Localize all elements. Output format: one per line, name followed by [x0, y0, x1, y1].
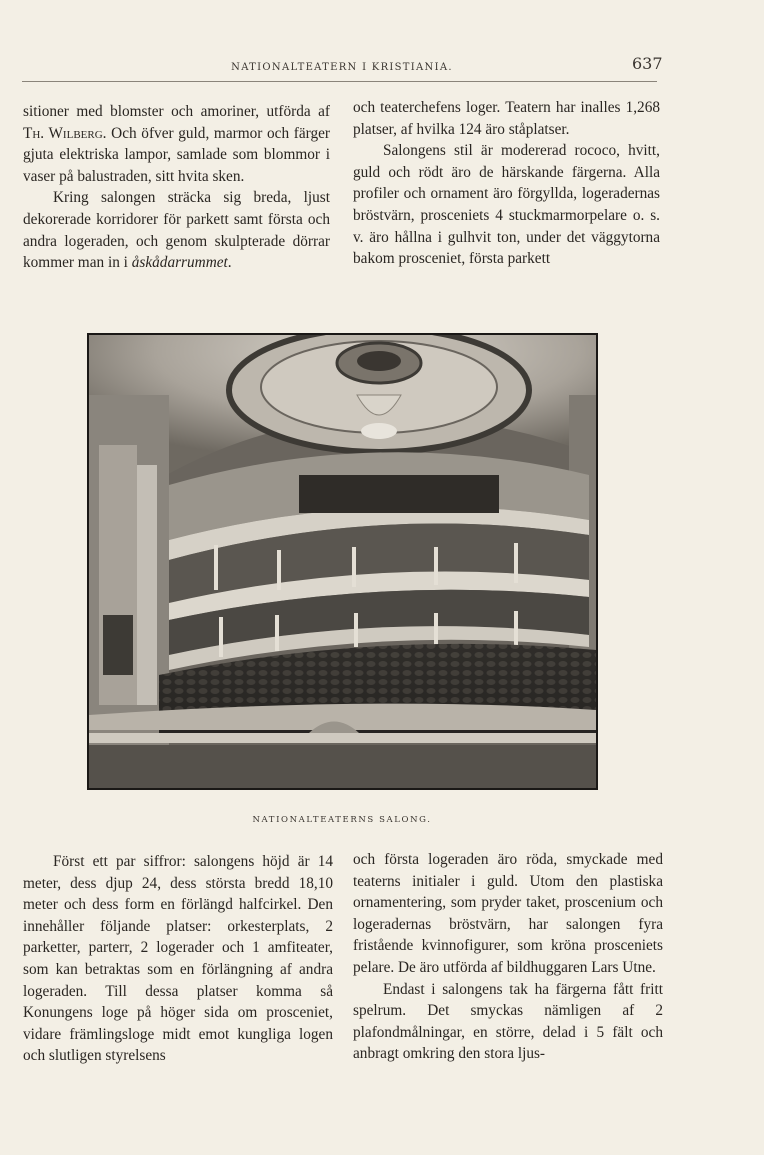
- author-name: Th. Wilberg: [23, 124, 103, 142]
- theatre-salon-photo: [87, 333, 598, 790]
- header-rule: [22, 81, 657, 82]
- paragraph: sitioner med blomster och amoriner, utförda af Th. Wilberg. Och öfver guld, marmor och färger gjuta elektriska lampor, samlade som blommor i vaser på balustraden, sitt hvita sken.: [23, 103, 330, 185]
- paragraph: och första logeraden äro röda, smyckade med teaterns initialer i guld. Utom den plastiska ornamentering, som pryder taket, proscenium och logeradernas bröstvärn, har salongen fyra fristående kvinnofigurer, som kröna prosceniets pelare. De äro utförda af bildhuggaren Lars Utne.: [353, 851, 663, 976]
- header-title: NATIONALTEATERN I KRISTIANIA.: [231, 62, 453, 73]
- paragraph: Först ett par siffror: salongens höjd är 14 meter, dess djup 24, dess största bredd 18,10 meter och dess form en förlängd halfcirkel. Den innehåller följande platser: orkesterplats, 2 parketter, parterr, 2 logerader och 1 amfiteater, som kan betraktas som en förlängning af andra logeraden. Till dessa platser komma så Konungens loge på höger sida om prosceniet, vidare främlingsloge midt emot kungliga logen och slutligen styrelsens: [23, 853, 333, 1065]
- bottom-left-column: [23, 851, 333, 1067]
- italic-term: åskådarrummet: [131, 254, 228, 272]
- page-number: 637: [632, 54, 663, 73]
- paragraph: Kring salongen sträcka sig breda, ljust dekorerade korridorer för parkett samt första och andra logeraden, och genom skulpterade dörrar kommer man in i åskådarrummet.: [23, 189, 330, 272]
- paragraph: och teaterchefens loger. Teatern har inalles 1,268 platser, af hvilka 124 äro ståplatser.: [353, 99, 660, 138]
- figure-caption: NATIONALTEATERNS SALONG.: [252, 815, 432, 825]
- top-right-column: [353, 97, 660, 270]
- paragraph: Endast i salongens tak ha färgerna fått fritt spelrum. Det smyckas nämligen af 2 plafondmålningar, en större, delad i 5 fält och anbragt omkring den stora ljus-: [353, 980, 663, 1063]
- bottom-right-column: [353, 849, 663, 1065]
- photo-illustration: [89, 335, 596, 788]
- top-left-column: [23, 101, 330, 274]
- paragraph: Salongens stil är modererad rococo, hvitt, guld och rödt äro de härskande färgerna. Alla profiler och ornament äro förgyllda, logeradernas bröstvärn, prosceniets 4 stuckmarmorpelare o. s. v. äro hållna i gulhvit ton, under det väggytorna bakom prosceniet, första parkett: [353, 142, 660, 268]
